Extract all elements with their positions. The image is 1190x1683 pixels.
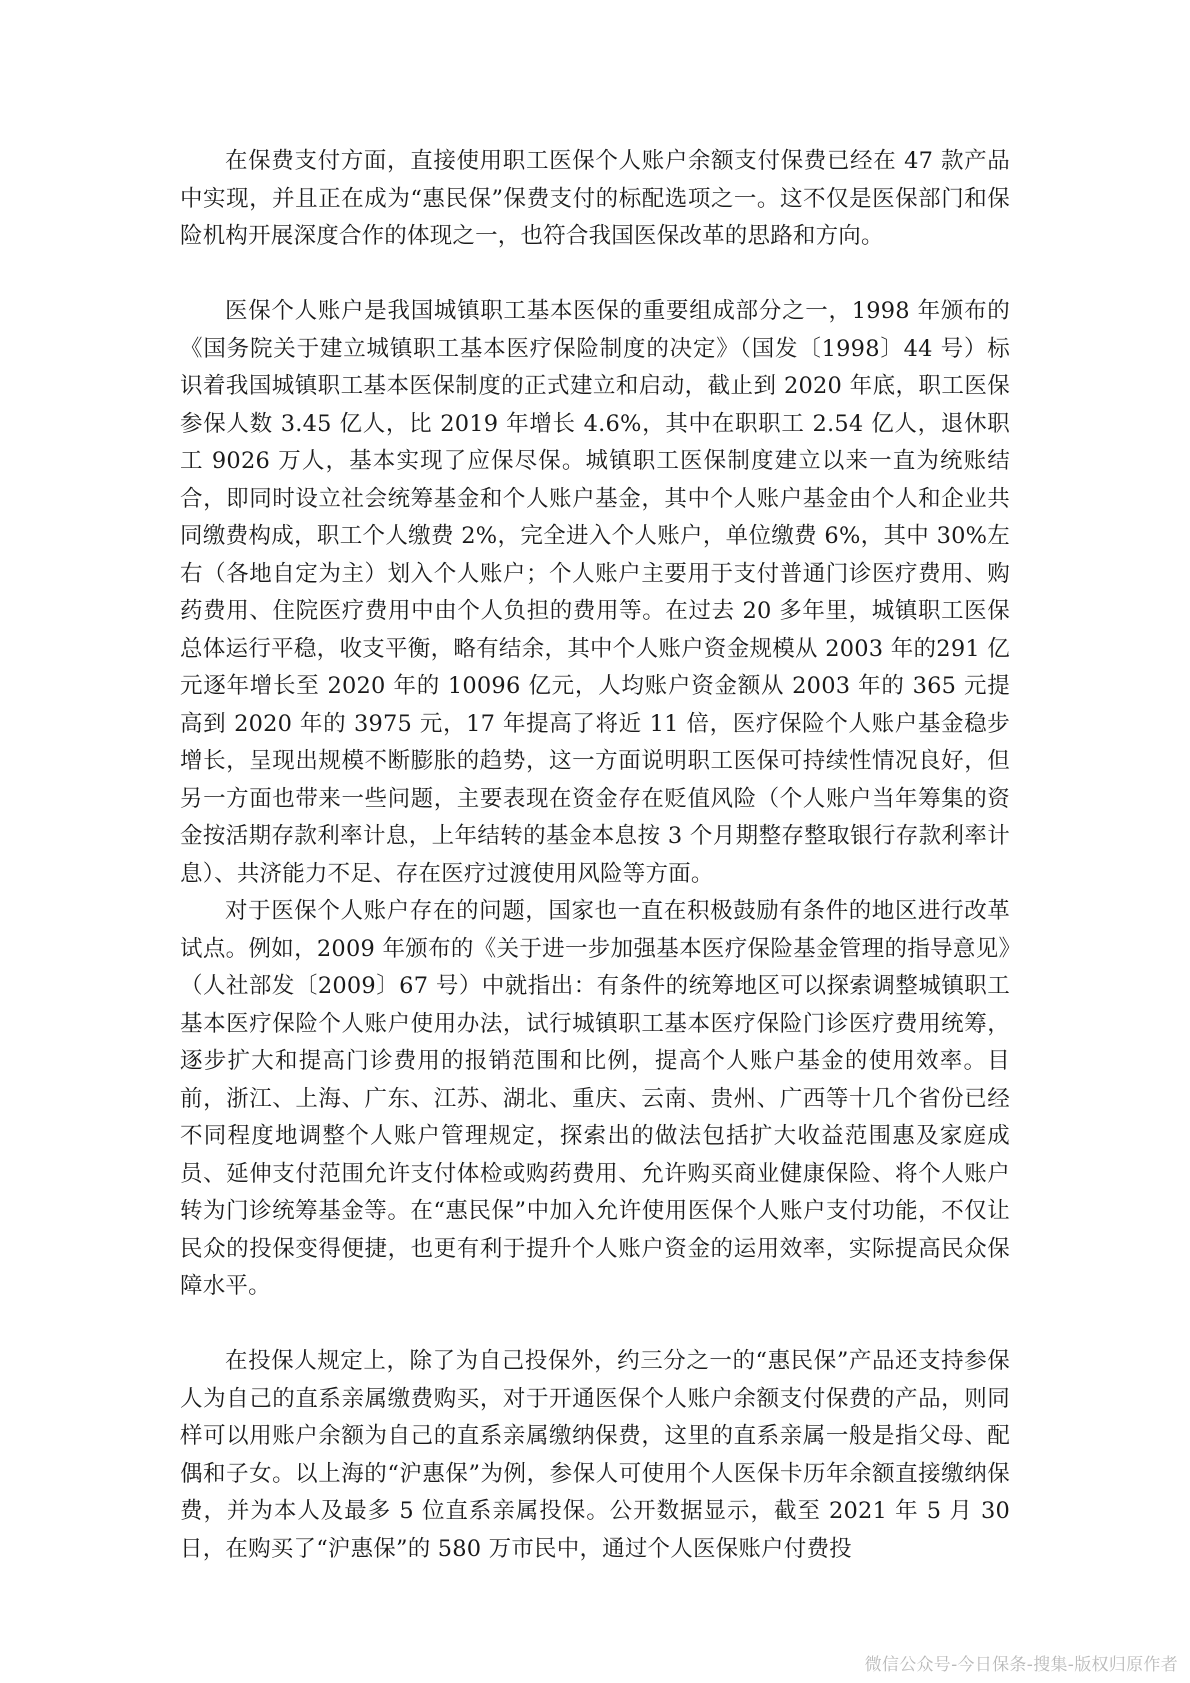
paragraph-policyholder-rules: 在投保人规定上，除了为自己投保外，约三分之一的“惠民保”产品还支持参保人为自己的直系亲属缴费购买，对于开通医保个人账户余额支付保费的产品，则同样可以用账户余额为自己的直系亲属缴纳保费，这里的直系亲属一般是指父母、配偶和子女。以上海的“沪惠保”为例，参保人可使用个人医保卡历年余额直接缴纳保费，并为本人及最多 5 位直系亲属投保。公开数据显示，截至 2021 年 5 月 30 日，在购买了“沪惠保”的 580 万市民中，通过个人医保账户付费投 [180, 1348, 1010, 1562]
watermark-text: 微信公众号-今日保条-搜集-版权归原作者 [864, 1655, 1178, 1675]
paragraph-premium-payment: 在保费支付方面，直接使用职工医保个人账户余额支付保费已经在 47 款产品中实现，并且正在成为“惠民保”保费支付的标配选项之一。这不仅是医保部门和保险机构开展深度合作的体现之一，也符合我国医保改革的思路和方向。 [180, 148, 1010, 249]
document-page [180, 143, 1010, 1568]
paragraph-personal-account: 医保个人账户是我国城镇职工基本医保的重要组成部分之一，1998 年颁布的《国务院关于建立城镇职工基本医疗保险制度的决定》（国发〔1998〕44 号）标识着我国城镇职工基本医保制度的正式建立和启动，截止到 2020 年底，职工医保参保人数 3.45 亿人，比 2019 年增长 4.6%，其中在职职工 2.54 亿人，退休职工 9026 万人，基本实现了应保尽保。城镇职工医保制度建立以来一直为统账结合，即同时设立社会统筹基金和个人账户基金，其中个人账户基金由个人和企业共同缴费构成，职工个人缴费 2%，完全进入个人账户，单位缴费 6%，其中 30%左右（各地自定为主）划入个人账户；个人账户主要用于支付普通门诊医疗费用、购药费用、住院医疗费用中由个人负担的费用等。在过去 20 多年里，城镇职工医保总体运行平稳，收支平衡，略有结余，其中个人账户资金规模从 2003 年的291 亿元逐年增长至 2020 年的 10096 亿元，人均账户资金额从 2003 年的 365 元提高到 2020 年的 3975 元，17 年提高了将近 11 倍，医疗保险个人账户基金稳步增长，呈现出规模不断膨胀的趋势，这一方面说明职工医保可持续性情况良好，但另一方面也带来一些问题，主要表现在资金存在贬值风险（个人账户当年筹集的资金按活期存款利率计息，上年结转的基金本息按 3 个月期整存整取银行存款利率计息）、共济能力不足、存在医疗过渡使用风险等方面。 [180, 298, 1010, 887]
paragraph-reform-pilots: 对于医保个人账户存在的问题，国家也一直在积极鼓励有条件的地区进行改革试点。例如，2009 年颁布的《关于进一步加强基本医疗保险基金管理的指导意见》（人社部发〔2009〕67 号）中就指出：有条件的统筹地区可以探索调整城镇职工基本医疗保险个人账户使用办法，试行城镇职工基本医疗保险门诊医疗费用统筹，逐步扩大和提高门诊费用的报销范围和比例，提高个人账户基金的使用效率。目前，浙江、上海、广东、江苏、湖北、重庆、云南、贵州、广西等十几个省份已经不同程度地调整个人账户管理规定，探索出的做法包括扩大收益范围惠及家庭成员、延伸支付范围允许支付体检或购药费用、允许购买商业健康保险、将个人账户转为门诊统筹基金等。在“惠民保”中加入允许使用医保个人账户支付功能，不仅让民众的投保变得便捷，也更有利于提升个人账户资金的运用效率，实际提高民众保障水平。 [180, 898, 1010, 1299]
